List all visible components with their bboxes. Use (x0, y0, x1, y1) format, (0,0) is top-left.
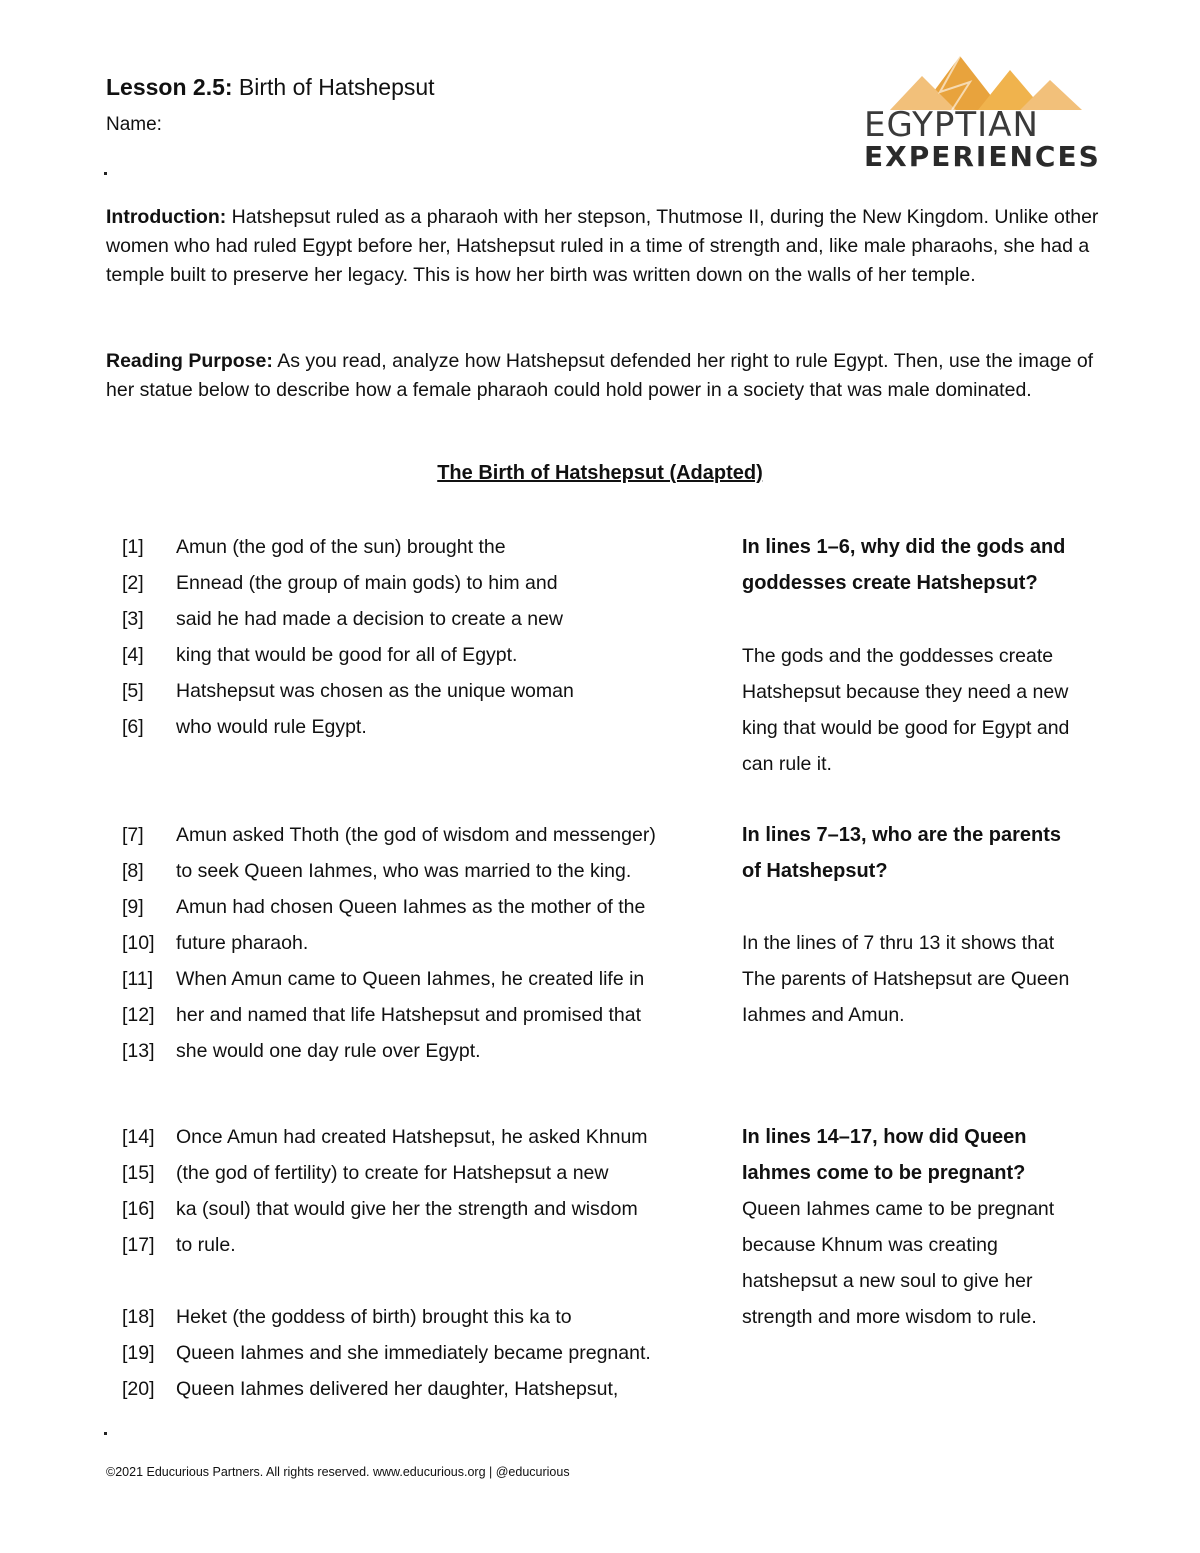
text-line: [7] Amun asked Thoth (the god of wisdom and messenger) (122, 824, 656, 846)
question-2: In lines 7–13, who are the parents of Hatshepsut? (742, 824, 1062, 882)
introduction-text: Hatshepsut ruled as a pharaoh with her stepson, Thutmose II, during the New Kingdom. Unlike other women who had ruled Egypt before her, Hatshepsut ruled in a time of strength and, like male pharaohs, she had a temple built to preserve her legacy. This is how her birth was written down on the walls of her temple. (106, 206, 1099, 286)
text-line: [2] Ennead (the group of main gods) to him and (122, 572, 558, 594)
text-line: [19] Queen Iahmes and she immediately became pregnant. (122, 1342, 651, 1364)
question-3: In lines 14–17, how did Queen Iahmes come to be pregnant? (742, 1126, 1027, 1184)
text-line: [15] (the god of fertility) to create for Hatshepsut a new (122, 1162, 609, 1184)
text-line: [10] future pharaoh. (122, 932, 309, 954)
bullet-dot (104, 172, 107, 175)
lesson-title-text: Birth of Hatshepsut (232, 74, 435, 100)
text-line: [12] her and named that life Hatshepsut and promised that (122, 1004, 642, 1026)
text-line: [8] to seek Queen Iahmes, who was married to the king. (122, 860, 632, 882)
footer-copyright: ©2021 Educurious Partners. All rights reserved. www.educurious.org | @educurious (106, 1465, 570, 1479)
lesson-title (106, 74, 435, 101)
answer-2: In the lines of 7 thru 13 it shows that The parents of Hatshepsut are Queen Iahmes and Amun. (742, 932, 1070, 1026)
introduction-paragraph (106, 203, 1106, 290)
logo-line1: EGYPTIAN (864, 105, 1039, 145)
reading-purpose-text: As you read, analyze how Hatshepsut defended her right to rule Egypt. Then, use the image of her statue below to describe how a female pharaoh could hold power in a society that was male dominated. (106, 350, 1094, 401)
text-line: [3] said he had made a decision to create a new (122, 608, 564, 630)
reading-title: The Birth of Hatshepsut (Adapted) (437, 462, 763, 484)
question-1: In lines 1–6, why did the gods and goddesses create Hatshepsut? (742, 536, 1066, 594)
text-line: [13] she would one day rule over Egypt. (122, 1040, 481, 1062)
text-line: [18] Heket (the goddess of birth) brought this ka to (122, 1306, 572, 1328)
name-label: Name: (106, 114, 162, 135)
answer-3: Queen Iahmes came to be pregnant because Khnum was creating hatshepsut a new soul to give her strength and more wisdom to rule. (742, 1198, 1055, 1328)
reading-purpose-label: Reading Purpose: (106, 350, 273, 372)
egyptian-experiences-logo (860, 52, 1100, 170)
bullet-dot (104, 1432, 107, 1435)
reading-purpose-paragraph (106, 347, 1106, 405)
text-line: [16] ka (soul) that would give her the strength and wisdom (122, 1198, 638, 1220)
text-line: [9] Amun had chosen Queen Iahmes as the mother of the (122, 896, 646, 918)
text-line: [11] When Amun came to Queen Iahmes, he created life in (122, 968, 645, 990)
lesson-label: Lesson 2.5: (106, 74, 233, 100)
text-line: [14] Once Amun had created Hatshepsut, he asked Khnum (122, 1126, 648, 1148)
logo-line2: EXPERIENCES (864, 140, 1100, 170)
text-line: [5] Hatshepsut was chosen as the unique woman (122, 680, 574, 702)
text-line: [17] to rule. (122, 1234, 236, 1256)
text-line: [1] Amun (the god of the sun) brought the (122, 536, 506, 558)
pyramid-logo-icon (860, 52, 1100, 170)
text-line: [6] who would rule Egypt. (122, 716, 367, 738)
introduction-label: Introduction: (106, 206, 227, 228)
text-line: [4] king that would be good for all of Egypt. (122, 644, 518, 666)
text-line: [20] Queen Iahmes delivered her daughter, Hatshepsut, (122, 1378, 619, 1400)
answer-1: The gods and the goddesses create Hatshepsut because they need a new king that would be good for Egypt and can rule it. (742, 645, 1070, 775)
